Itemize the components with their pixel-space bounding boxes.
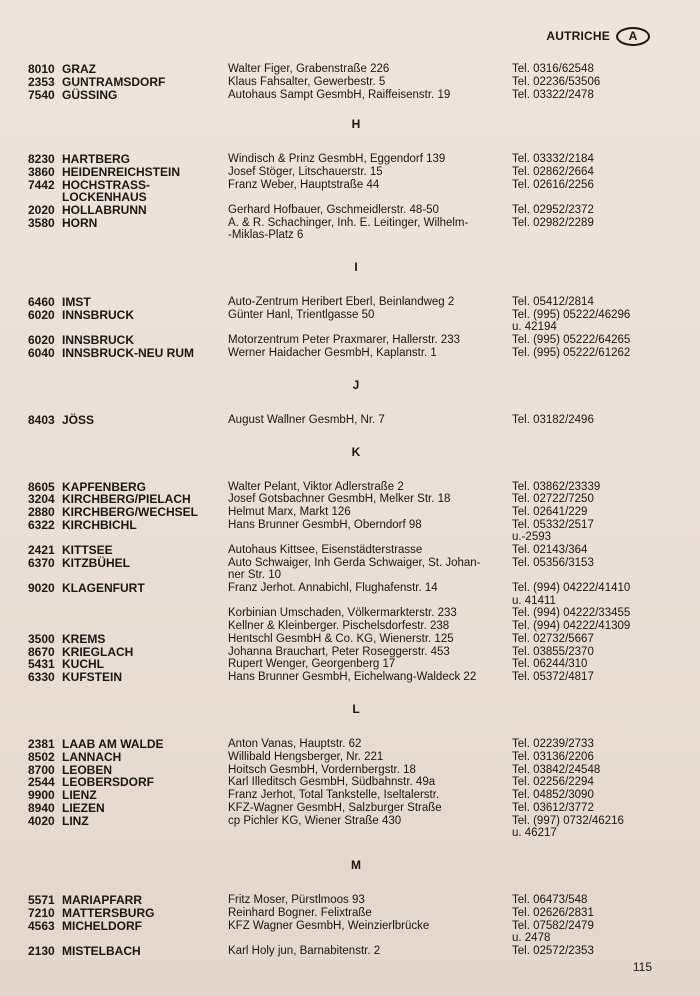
entry-address: Hoitsch GesmbH, Vordernbergstr. 18 (228, 763, 416, 776)
page-number: 115 (632, 960, 652, 974)
entry-location (28, 414, 220, 426)
entry-location (28, 945, 220, 957)
directory-entry (28, 920, 668, 945)
entry-telephone: Tel. 02626/2831 (512, 906, 594, 919)
entry-address: Werner Haidacher GesmbH, Kaplanstr. 1 (228, 346, 437, 359)
entry-city: INNSBRUCK (62, 333, 134, 348)
entry-city: GRAZ (62, 62, 96, 76)
country-title: AUTRICHE (546, 29, 610, 43)
section-letter-k: K (351, 444, 361, 459)
entry-location (28, 217, 220, 229)
page-header (546, 26, 650, 46)
entry-city: HORN (62, 215, 98, 230)
entry-location (28, 738, 220, 750)
entry-telephone: Tel. 02236/53506 (512, 75, 601, 88)
entry-location (28, 481, 220, 493)
section-letter-m: M (351, 858, 361, 873)
entry-postal-code: 6322 (28, 517, 55, 532)
entry-postal-code: 3500 (28, 631, 55, 646)
directory-entry (28, 309, 668, 334)
entry-postal-code: 8700 (28, 762, 55, 777)
entry-location (28, 347, 220, 359)
entry-postal-code: 8940 (28, 801, 55, 816)
entry-address: August Wallner GesmbH, Nr. 7 (228, 413, 385, 426)
entry-location (28, 646, 220, 658)
directory-entry (28, 63, 668, 76)
entry-telephone: Tel. (994) 04222/41410 u. 41411 (512, 582, 631, 607)
entry-address: Rupert Wenger, Georgenberg 17 (228, 658, 396, 671)
directory-entry (28, 347, 668, 360)
entry-city: KREMS (62, 631, 106, 646)
dealer-directory (28, 63, 668, 958)
directory-entry (28, 738, 668, 751)
entry-telephone: Tel. 07582/2479 u. 2478 (512, 919, 594, 945)
entry-telephone: Tel. 02239/2733 (512, 738, 594, 751)
entry-postal-code: 2020 (28, 203, 55, 218)
entry-address: Auto Schwaiger, Inh Gerda Schwaiger, St. Johan- ner Str. 10 (228, 556, 481, 582)
entry-address: Franz Jerhot, Total Tankstelle, Iseltalerstr. (228, 789, 440, 802)
directory-entry (28, 582, 668, 607)
entry-city: KUFSTEIN (62, 670, 122, 685)
entry-postal-code: 3860 (28, 165, 55, 180)
entry-location (28, 764, 220, 776)
directory-entry (28, 789, 668, 802)
entry-address: Hentschl GesmbH & Co. KG, Wienerstr. 125 (228, 632, 454, 645)
entry-location (28, 894, 220, 906)
entry-address: Anton Vanas, Hauptstr. 62 (228, 738, 362, 751)
entry-city: MARIAPFARR (62, 893, 142, 908)
entry-telephone: Tel. (994) 04222/41309 (512, 620, 631, 633)
entry-location (28, 907, 220, 919)
entry-city: LINZ (62, 813, 89, 828)
entry-telephone: Tel. (994) 04222/33455 (512, 607, 631, 620)
entry-postal-code: 7210 (28, 905, 55, 920)
entry-telephone: Tel. 03136/2206 (512, 750, 594, 763)
entry-location (28, 802, 220, 814)
entry-address: Günter Hanl, Trientlgasse 50 (228, 308, 375, 321)
entry-location (28, 920, 220, 932)
directory-entry (28, 204, 668, 217)
entry-city: KIRCHBERG/WECHSEL (62, 505, 199, 520)
entry-address: Hans Brunner GesmbH, Eichelwang-Waldeck 22 (228, 671, 477, 684)
directory-entry (28, 519, 668, 544)
entry-location (28, 309, 220, 321)
entry-address: Helmut Marx, Markt 126 (228, 506, 351, 519)
entry-location (28, 63, 220, 75)
entry-postal-code: 6330 (28, 670, 55, 685)
entry-location (28, 204, 220, 216)
entry-city: LIENZ (62, 788, 97, 803)
entry-city: KLAGENFURT (62, 581, 145, 596)
entry-postal-code: 9900 (28, 788, 55, 803)
entry-location (28, 751, 220, 763)
entry-postal-code: 6460 (28, 295, 55, 310)
entry-city: KITTSEE (62, 543, 113, 558)
directory-entry (28, 607, 668, 620)
directory-entry (28, 894, 668, 907)
entry-city: KIRCHBERG/PIELACH (62, 492, 191, 507)
directory-entry (28, 802, 668, 815)
country-code-badge: A (616, 27, 650, 46)
entry-city: KAPFENBERG (62, 479, 147, 494)
entry-address: Windisch & Prinz GesmbH, Eggendorf 139 (228, 153, 446, 166)
entry-postal-code: 8403 (28, 412, 55, 427)
entry-postal-code: 5571 (28, 893, 55, 908)
entry-city: HEIDENREICHSTEIN (62, 165, 181, 180)
entry-telephone: Tel. 06244/310 (512, 658, 588, 671)
entry-address: Korbinian Umschaden, Völkermarkterstr. 233 (228, 607, 457, 620)
entry-city: KITZBÜHEL (62, 555, 130, 570)
entry-telephone: Tel. (995) 05222/61262 (512, 346, 631, 359)
entry-address: Josef Gotsbachner GesmbH, Melker Str. 18 (228, 493, 451, 506)
entry-telephone: Tel. 03322/2478 (512, 88, 594, 101)
entry-address: Autohaus Sampt GesmbH, Raiffeisenstr. 19 (228, 88, 451, 101)
entry-city: INNSBRUCK-NEU RUM (62, 345, 194, 360)
directory-entry (28, 907, 668, 920)
entry-postal-code: 7442 (28, 177, 55, 192)
entry-postal-code: 2130 (28, 943, 55, 958)
entry-telephone: Tel. 06473/548 (512, 894, 588, 907)
entry-address: Gerhard Hofbauer, Gschmeidlerstr. 48-50 (228, 204, 439, 217)
directory-entry (28, 76, 668, 89)
entry-address: KFZ Wagner GesmbH, Weinzierlbrücke (228, 919, 430, 932)
entry-postal-code: 8230 (28, 152, 55, 167)
entry-postal-code: 4563 (28, 918, 55, 933)
entry-location (28, 582, 220, 594)
entry-postal-code: 2381 (28, 737, 55, 752)
entry-address: Willibald Hengsberger, Nr. 221 (228, 750, 384, 763)
entry-address: Karl Illeditsch GesmbH, Südbahnstr. 49a (228, 776, 436, 789)
entry-city: LAAB AM WALDE (62, 737, 164, 752)
entry-telephone: Tel. 02572/2353 (512, 944, 594, 957)
entry-postal-code: 6020 (28, 333, 55, 348)
directory-entry (28, 658, 668, 671)
entry-address: Fritz Moser, Pürstlmoos 93 (228, 894, 365, 907)
entry-city: MISTELBACH (62, 943, 141, 958)
entry-location (28, 633, 220, 645)
directory-entry (28, 557, 668, 582)
entry-address: Autohaus Kittsee, Eisenstädterstrasse (228, 544, 423, 557)
entry-address: Karl Holy jun, Barnabitenstr. 2 (228, 944, 381, 957)
entry-location (28, 776, 220, 788)
entry-location (28, 544, 220, 556)
entry-location (28, 179, 220, 204)
entry-city: MATTERSBURG (62, 905, 155, 920)
entry-address: Josef Stöger, Litschauerstr. 15 (228, 166, 383, 179)
entry-address: Walter Figer, Grabenstraße 226 (228, 63, 390, 75)
entry-address: Franz Weber, Hauptstraße 44 (228, 178, 380, 191)
entry-address: A. & R. Schachinger, Inh. E. Leitinger, Wilhelm- -Miklas-Platz 6 (228, 216, 469, 242)
entry-location (28, 658, 220, 670)
entry-location (28, 519, 220, 531)
entry-city: INNSBRUCK (62, 307, 134, 322)
entry-telephone: Tel. 03855/2370 (512, 645, 594, 658)
entry-location (28, 493, 220, 505)
entry-telephone: Tel. 02952/2372 (512, 204, 594, 217)
directory-entry (28, 646, 668, 659)
section-letter-j: J (352, 377, 360, 392)
directory-entry (28, 815, 668, 840)
entry-telephone: Tel. (995) 05222/64265 (512, 334, 631, 347)
directory-entry (28, 544, 668, 557)
entry-city: LEOBEN (62, 762, 113, 777)
entry-telephone: Tel. 02641/229 (512, 506, 588, 519)
entry-telephone: Tel. 02732/5667 (512, 632, 594, 645)
entry-city: GÜSSING (62, 87, 118, 102)
entry-city: KRIEGLACH (62, 644, 134, 659)
directory-entry (28, 633, 668, 646)
directory-entry (28, 776, 668, 789)
entry-telephone: Tel. 05372/4817 (512, 671, 594, 684)
entry-location (28, 89, 220, 101)
entry-telephone: Tel. 02143/364 (512, 544, 588, 557)
entry-address: Motorzentrum Peter Praxmarer, Hallerstr. 233 (228, 334, 460, 347)
entry-city: LEOBERSDORF (62, 775, 155, 790)
entry-postal-code: 6040 (28, 345, 55, 360)
entry-city: LIEZEN (62, 801, 105, 816)
directory-entry (28, 217, 668, 242)
entry-postal-code: 4020 (28, 813, 55, 828)
entry-telephone: Tel. 03332/2184 (512, 153, 594, 166)
entry-city: HOCHSTRASS- LOCKENHAUS (62, 177, 151, 205)
entry-telephone: Tel. 02616/2256 (512, 178, 594, 191)
entry-location (28, 506, 220, 518)
entry-location (28, 671, 220, 683)
entry-address: Hans Brunner GesmbH, Oberndorf 98 (228, 518, 422, 531)
entry-postal-code: 8502 (28, 749, 55, 764)
entry-postal-code: 2544 (28, 775, 55, 790)
entry-city: HOLLABRUNN (62, 203, 147, 218)
entry-address: Walter Pelant, Viktor Adlerstraße 2 (228, 480, 404, 493)
directory-entry (28, 506, 668, 519)
entry-postal-code: 2353 (28, 74, 55, 89)
entry-telephone: Tel. (995) 05222/46296 u. 42194 (512, 308, 631, 334)
entry-postal-code: 9020 (28, 581, 55, 596)
entry-address: Franz Jerhot. Annabichl, Flughafenstr. 14 (228, 582, 438, 595)
entry-telephone: Tel. 02862/2664 (512, 166, 594, 179)
entry-telephone: Tel. 02256/2294 (512, 776, 594, 789)
entry-telephone: Tel. 03612/3772 (512, 802, 594, 815)
entry-location (28, 296, 220, 308)
entry-postal-code: 5431 (28, 657, 55, 672)
entry-address: KFZ-Wagner GesmbH, Salzburger Straße (228, 802, 442, 815)
entry-location (28, 607, 220, 619)
entry-location (28, 620, 220, 632)
entry-city: HARTBERG (62, 152, 130, 167)
entry-telephone: Tel. 02982/2289 (512, 216, 594, 229)
directory-entry (28, 751, 668, 764)
entry-city: IMST (62, 295, 91, 310)
entry-location (28, 76, 220, 88)
entry-telephone: Tel. (997) 0732/46216 u. 46217 (512, 814, 624, 840)
entry-telephone: Tel. 0316/62548 (512, 63, 594, 75)
entry-telephone: Tel. 05412/2814 (512, 296, 594, 309)
directory-entry (28, 945, 668, 958)
entry-city: GUNTRAMSDORF (62, 74, 166, 89)
directory-entry (28, 179, 668, 204)
entry-postal-code: 3580 (28, 215, 55, 230)
entry-telephone: Tel. 04852/3090 (512, 789, 594, 802)
entry-location (28, 815, 220, 827)
entry-address: Reinhard Bogner. Felixtraße (228, 906, 372, 919)
entry-telephone: Tel. 05332/2517 u.-2593 (512, 518, 594, 544)
entry-postal-code: 3204 (28, 492, 55, 507)
entry-address: Johanna Brauchart, Peter Roseggerstr. 453 (228, 645, 450, 658)
entry-location (28, 789, 220, 801)
directory-entry (28, 620, 668, 633)
entry-city: MICHELDORF (62, 918, 142, 933)
entry-location (28, 153, 220, 165)
entry-postal-code: 7540 (28, 87, 55, 102)
entry-telephone: Tel. 03862/23339 (512, 480, 601, 493)
entry-city: KIRCHBICHL (62, 517, 137, 532)
entry-address: Klaus Fahsalter, Gewerbestr. 5 (228, 75, 386, 88)
entry-postal-code: 8605 (28, 479, 55, 494)
entry-city: LANNACH (62, 749, 122, 764)
entry-address: Auto-Zentrum Heribert Eberl, Beinlandweg 2 (228, 296, 455, 309)
entry-postal-code: 2880 (28, 505, 55, 520)
entry-postal-code: 6020 (28, 307, 55, 322)
entry-postal-code: 2421 (28, 543, 55, 558)
entry-postal-code: 6370 (28, 555, 55, 570)
entry-address: Kellner & Kleinberger. Pischelsdorfestr. 238 (228, 620, 450, 633)
directory-entry (28, 671, 668, 684)
section-letter-i: I (354, 260, 358, 275)
entry-telephone: Tel. 03842/24548 (512, 763, 601, 776)
entry-postal-code: 8670 (28, 644, 55, 659)
entry-telephone: Tel. 03182/2496 (512, 413, 594, 426)
entry-location (28, 334, 220, 346)
section-letter-h: H (351, 117, 361, 132)
entry-location (28, 557, 220, 569)
entry-telephone: Tel. 02722/7250 (512, 493, 594, 506)
entry-postal-code: 8010 (28, 62, 55, 76)
entry-city: KUCHL (62, 657, 104, 672)
entry-location (28, 166, 220, 178)
entry-address: cp Pichler KG, Wiener Straße 430 (228, 814, 402, 827)
entry-city: JÖSS (62, 412, 95, 427)
entry-telephone: Tel. 05356/3153 (512, 556, 594, 569)
directory-entry (28, 414, 668, 427)
directory-entry (28, 89, 668, 102)
section-letter-l: L (352, 702, 360, 717)
